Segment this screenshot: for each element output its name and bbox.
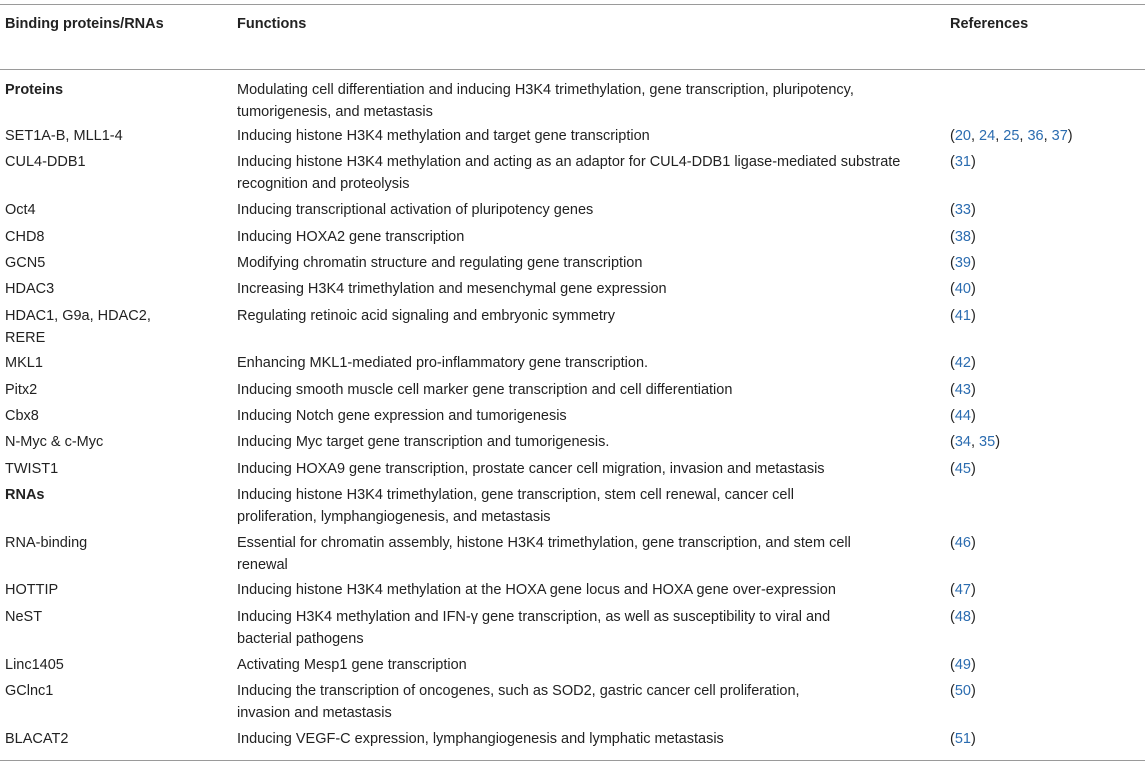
reference-link[interactable]: 43	[954, 382, 971, 398]
row-name: Linc1405	[5, 657, 64, 673]
row-function: Inducing Notch gene expression and tumorigenesis	[237, 408, 567, 424]
reference-link[interactable]: 36	[1027, 128, 1044, 144]
row-function: Enhancing MKL1-mediated pro-inflammatory gene transcription.	[237, 355, 649, 371]
reference-link[interactable]: 24	[979, 128, 996, 144]
row-references: (49)	[950, 657, 976, 673]
row-references: (38)	[950, 229, 976, 245]
row-function: Inducing histone H3K4 methylation at the HOXA gene locus and HOXA gene over-expression	[237, 582, 836, 598]
reference-link[interactable]: 46	[954, 535, 971, 551]
row-references: (50)	[950, 683, 976, 699]
reference-link[interactable]: 38	[954, 229, 971, 245]
row-name: TWIST1	[5, 461, 59, 477]
reference-link[interactable]: 48	[954, 609, 971, 625]
row-references: (48)	[950, 609, 976, 625]
reference-link[interactable]: 39	[954, 255, 971, 271]
row-name: SET1A-B, MLL1-4	[5, 128, 123, 144]
row-name: NeST	[5, 609, 43, 625]
row-references: (20, 24, 25, 36, 37)	[950, 128, 1073, 144]
reference-link[interactable]: 25	[1003, 128, 1020, 144]
row-function: Inducing Myc target gene transcription and tumorigenesis.	[237, 434, 610, 450]
reference-link[interactable]: 44	[954, 408, 971, 424]
row-name: RNAs	[5, 487, 45, 503]
row-name: GClnc1	[5, 683, 54, 699]
row-function: Inducing HOXA9 gene transcription, prostate cancer cell migration, invasion and metastasis	[237, 461, 825, 477]
row-references: (45)	[950, 461, 976, 477]
row-function: Modulating cell differentiation and inducing H3K4 trimethylation, gene transcription, pluripotency, tumorigenesis, and metastasis	[237, 82, 854, 120]
row-references: (46)	[950, 535, 976, 551]
reference-link[interactable]: 45	[954, 461, 971, 477]
row-name: RNA-binding	[5, 535, 88, 551]
header-references: References	[950, 16, 1029, 32]
row-function: Modifying chromatin structure and regulating gene transcription	[237, 255, 643, 271]
table-header	[0, 14, 1145, 64]
header-functions: Functions	[237, 16, 307, 32]
top-rule	[0, 4, 1145, 5]
row-function: Inducing smooth muscle cell marker gene transcription and cell differentiation	[237, 382, 733, 398]
row-name: GCN5	[5, 255, 46, 271]
reference-link[interactable]: 42	[954, 355, 971, 371]
reference-link[interactable]: 33	[954, 202, 971, 218]
row-function: Inducing histone H3K4 methylation and acting as an adaptor for CUL4-DDB1 ligase-mediated substrate recognition and proteolysis	[237, 154, 901, 192]
row-name: CHD8	[5, 229, 45, 245]
reference-link[interactable]: 37	[1051, 128, 1068, 144]
row-function: Inducing transcriptional activation of pluripotency genes	[237, 202, 594, 218]
row-name: BLACAT2	[5, 731, 69, 747]
row-function: Inducing the transcription of oncogenes, such as SOD2, gastric cancer cell proliferation, invasion and metastasis	[237, 683, 800, 721]
row-references: (51)	[950, 731, 976, 747]
row-references: (31)	[950, 154, 976, 170]
reference-link[interactable]: 40	[954, 281, 971, 297]
reference-link[interactable]: 41	[954, 308, 971, 324]
row-name: HDAC1, G9a, HDAC2, RERE	[5, 308, 151, 346]
bottom-rule	[0, 760, 1145, 761]
row-function: Increasing H3K4 trimethylation and mesenchymal gene expression	[237, 281, 667, 297]
row-references: (44)	[950, 408, 976, 424]
row-references: (41)	[950, 308, 976, 324]
row-references: (47)	[950, 582, 976, 598]
row-function: Activating Mesp1 gene transcription	[237, 657, 467, 673]
header-binding-proteins-rnas: Binding proteins/RNAs	[5, 16, 164, 32]
row-references: (33)	[950, 202, 976, 218]
row-function: Regulating retinoic acid signaling and embryonic symmetry	[237, 308, 615, 324]
row-name: Proteins	[5, 82, 64, 98]
row-name: MKL1	[5, 355, 43, 371]
reference-link[interactable]: 50	[954, 683, 971, 699]
row-name: Pitx2	[5, 382, 38, 398]
reference-link[interactable]: 20	[954, 128, 971, 144]
reference-link[interactable]: 47	[954, 582, 971, 598]
row-function: Essential for chromatin assembly, histone H3K4 trimethylation, gene transcription, and stem cell renewal	[237, 535, 851, 573]
row-references: (42)	[950, 355, 976, 371]
row-function: Inducing histone H3K4 methylation and target gene transcription	[237, 128, 650, 144]
row-name: Oct4	[5, 202, 36, 218]
reference-link[interactable]: 35	[979, 434, 996, 450]
row-references: (43)	[950, 382, 976, 398]
row-references: (34, 35)	[950, 434, 1001, 450]
row-name: HDAC3	[5, 281, 55, 297]
header-rule	[0, 69, 1145, 70]
row-name: Cbx8	[5, 408, 39, 424]
row-name: N-Myc & c-Myc	[5, 434, 104, 450]
reference-link[interactable]: 51	[954, 731, 971, 747]
row-references: (40)	[950, 281, 976, 297]
reference-link[interactable]: 49	[954, 657, 971, 673]
row-references: (39)	[950, 255, 976, 271]
row-function: Inducing histone H3K4 trimethylation, gene transcription, stem cell renewal, cancer cell proliferation, lymphangiogenesis, and metastasis	[237, 487, 794, 525]
row-function: Inducing H3K4 methylation and IFN-γ gene transcription, as well as susceptibility to viral and bacterial pathogens	[237, 609, 831, 647]
row-function: Inducing VEGF-C expression, lymphangiogenesis and lymphatic metastasis	[237, 731, 724, 747]
row-function: Inducing HOXA2 gene transcription	[237, 229, 465, 245]
row-name: CUL4-DDB1	[5, 154, 86, 170]
row-name: HOTTIP	[5, 582, 59, 598]
reference-link[interactable]: 31	[954, 154, 971, 170]
reference-link[interactable]: 34	[954, 434, 971, 450]
